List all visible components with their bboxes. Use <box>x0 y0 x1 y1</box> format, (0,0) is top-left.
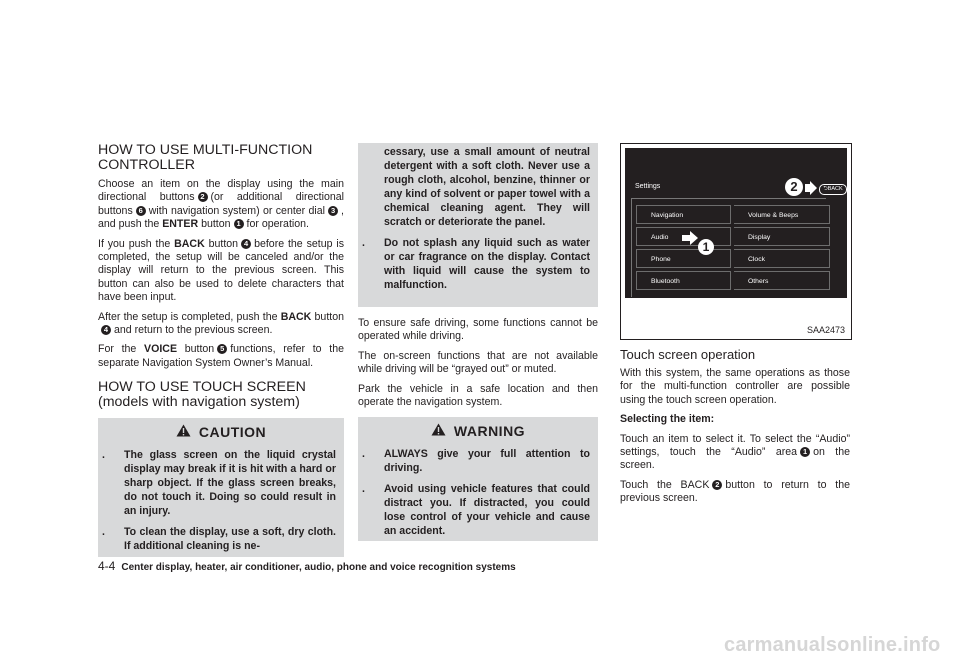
screen-title: Settings <box>635 183 661 190</box>
paragraph-touch-back: Touch the BACK 2 button to return to the previous screen. <box>620 478 850 505</box>
warning-box <box>358 417 598 541</box>
column-2 <box>358 143 598 541</box>
warning-triangle-icon <box>431 423 446 440</box>
menu-item-audio[interactable]: Audio <box>636 227 731 246</box>
caution-item: . Do not splash any liquid such as water or car fragrance on the display. Contact with liquid will cause the system to malfunction. <box>362 237 590 291</box>
heading-touch-screen-operation: Touch screen operation <box>620 347 756 362</box>
caution-title: CAUTION <box>198 424 267 441</box>
paragraph-after-setup: After the setup is completed, push the BACK button4 and return to the previous screen. <box>98 310 344 337</box>
column-1 <box>98 143 344 557</box>
callout-2-badge: 2 <box>785 178 803 196</box>
menu-item-navigation[interactable]: Navigation <box>636 205 731 224</box>
back-button[interactable]: ⮌BACK <box>819 184 847 195</box>
callout-number: 3 <box>328 206 338 216</box>
callout-number: 5 <box>217 344 227 354</box>
page-footer <box>98 559 516 573</box>
caution-item-continued: cessary, use a small amount of neutral detergent with a soft cloth. Never use a rough cloth, alcohol, benzine, thinner or any kind of solvent or paper towel with a chemical cleaning agent. They will scratch or deteriorate the panel. <box>384 146 590 228</box>
menu-item-display[interactable]: Display <box>734 227 830 246</box>
callout-1-badge: 1 <box>698 239 714 255</box>
menu-item-others[interactable]: Others <box>734 271 830 290</box>
paragraph-back-button: If you push the BACK button 4 before the setup is completed, the setup will be canceled and/or the display will return to the previous screen. This button can also be used to delete characters that have been input. <box>98 237 344 304</box>
paragraph-touch-operations: With this system, the same operations as those for the multi-function controller are possible using the touch screen operation. <box>620 367 850 406</box>
callout-number: 2 <box>198 192 208 202</box>
callout-number: 1 <box>800 447 810 457</box>
warning-triangle-icon <box>176 424 191 441</box>
column-3 <box>620 347 850 512</box>
warning-item: . ALWAYS give your full attention to driving. <box>362 447 590 474</box>
watermark: carmanualsonline.info <box>724 634 941 656</box>
menu-item-bluetooth[interactable]: Bluetooth <box>636 271 731 290</box>
back-arrow-icon: ⮌ <box>823 186 828 192</box>
settings-menu-panel <box>631 198 826 297</box>
callout-number: 1 <box>234 219 244 229</box>
callout-number: 4 <box>241 239 251 249</box>
menu-item-volume-beeps[interactable]: Volume & Beeps <box>734 205 830 224</box>
paragraph-choose-item: Choose an item on the display using the main directional buttons 2 (or additional directional buttons 6 with navigation system) or center dial 3 , and push the ENTER button 1 for operation. <box>98 178 344 231</box>
paragraph-voice-button: For the VOICE button 5 functions, refer to the separate Navigation System Owner’s Manual. <box>98 343 345 369</box>
paragraph-park-vehicle: Park the vehicle in a safe location and then operate the navigation system. <box>358 382 598 409</box>
caution-item: . The glass screen on the liquid crystal display may break if it is hit with a hard or sharp object. If the glass screen breaks, do not touch it. Doing so could result in an injury. <box>102 448 336 517</box>
paragraph-touch-item: Touch an item to select it. To select the “Audio” settings, touch the “Audio” area 1 on the screen. <box>620 432 850 472</box>
figure-code: SAA2473 <box>806 325 845 335</box>
heading-touch-screen: HOW TO USE TOUCH SCREEN (models with navigation system) <box>98 379 306 411</box>
callout-number: 2 <box>712 480 722 490</box>
touch-arrow-icon <box>682 231 698 250</box>
caution-header <box>98 420 344 447</box>
warning-header <box>358 419 598 446</box>
menu-item-phone[interactable]: Phone <box>636 249 731 268</box>
callout-number: 6 <box>136 206 146 216</box>
display-screen <box>625 148 847 298</box>
footer-section-title: Center display, heater, air conditioner, audio, phone and voice recognition systems <box>121 562 516 573</box>
caution-box <box>98 418 344 557</box>
warning-title: WARNING <box>453 423 526 440</box>
callout-number: 4 <box>101 325 111 335</box>
paragraph-safe-driving: To ensure safe driving, some functions cannot be operated while driving. <box>358 317 598 343</box>
subheading-selecting-item: Selecting the item: <box>620 413 715 426</box>
caution-box-continued <box>358 143 598 307</box>
heading-multi-function-controller: HOW TO USE MULTI-FUNCTION CONTROLLER <box>98 142 313 173</box>
caution-item: . To clean the display, use a soft, dry cloth. If additional cleaning is ne- <box>102 525 336 552</box>
paragraph-grayed-out: The on-screen functions that are not available while driving will be “grayed out” or muted. <box>358 349 598 376</box>
menu-item-clock[interactable]: Clock <box>734 249 830 268</box>
warning-item: . Avoid using vehicle features that could distract you. If distracted, you could lose control of your vehicle and cause an accident. <box>362 482 590 537</box>
settings-screen-figure <box>620 143 852 340</box>
page-number: 4-4 <box>98 559 116 573</box>
